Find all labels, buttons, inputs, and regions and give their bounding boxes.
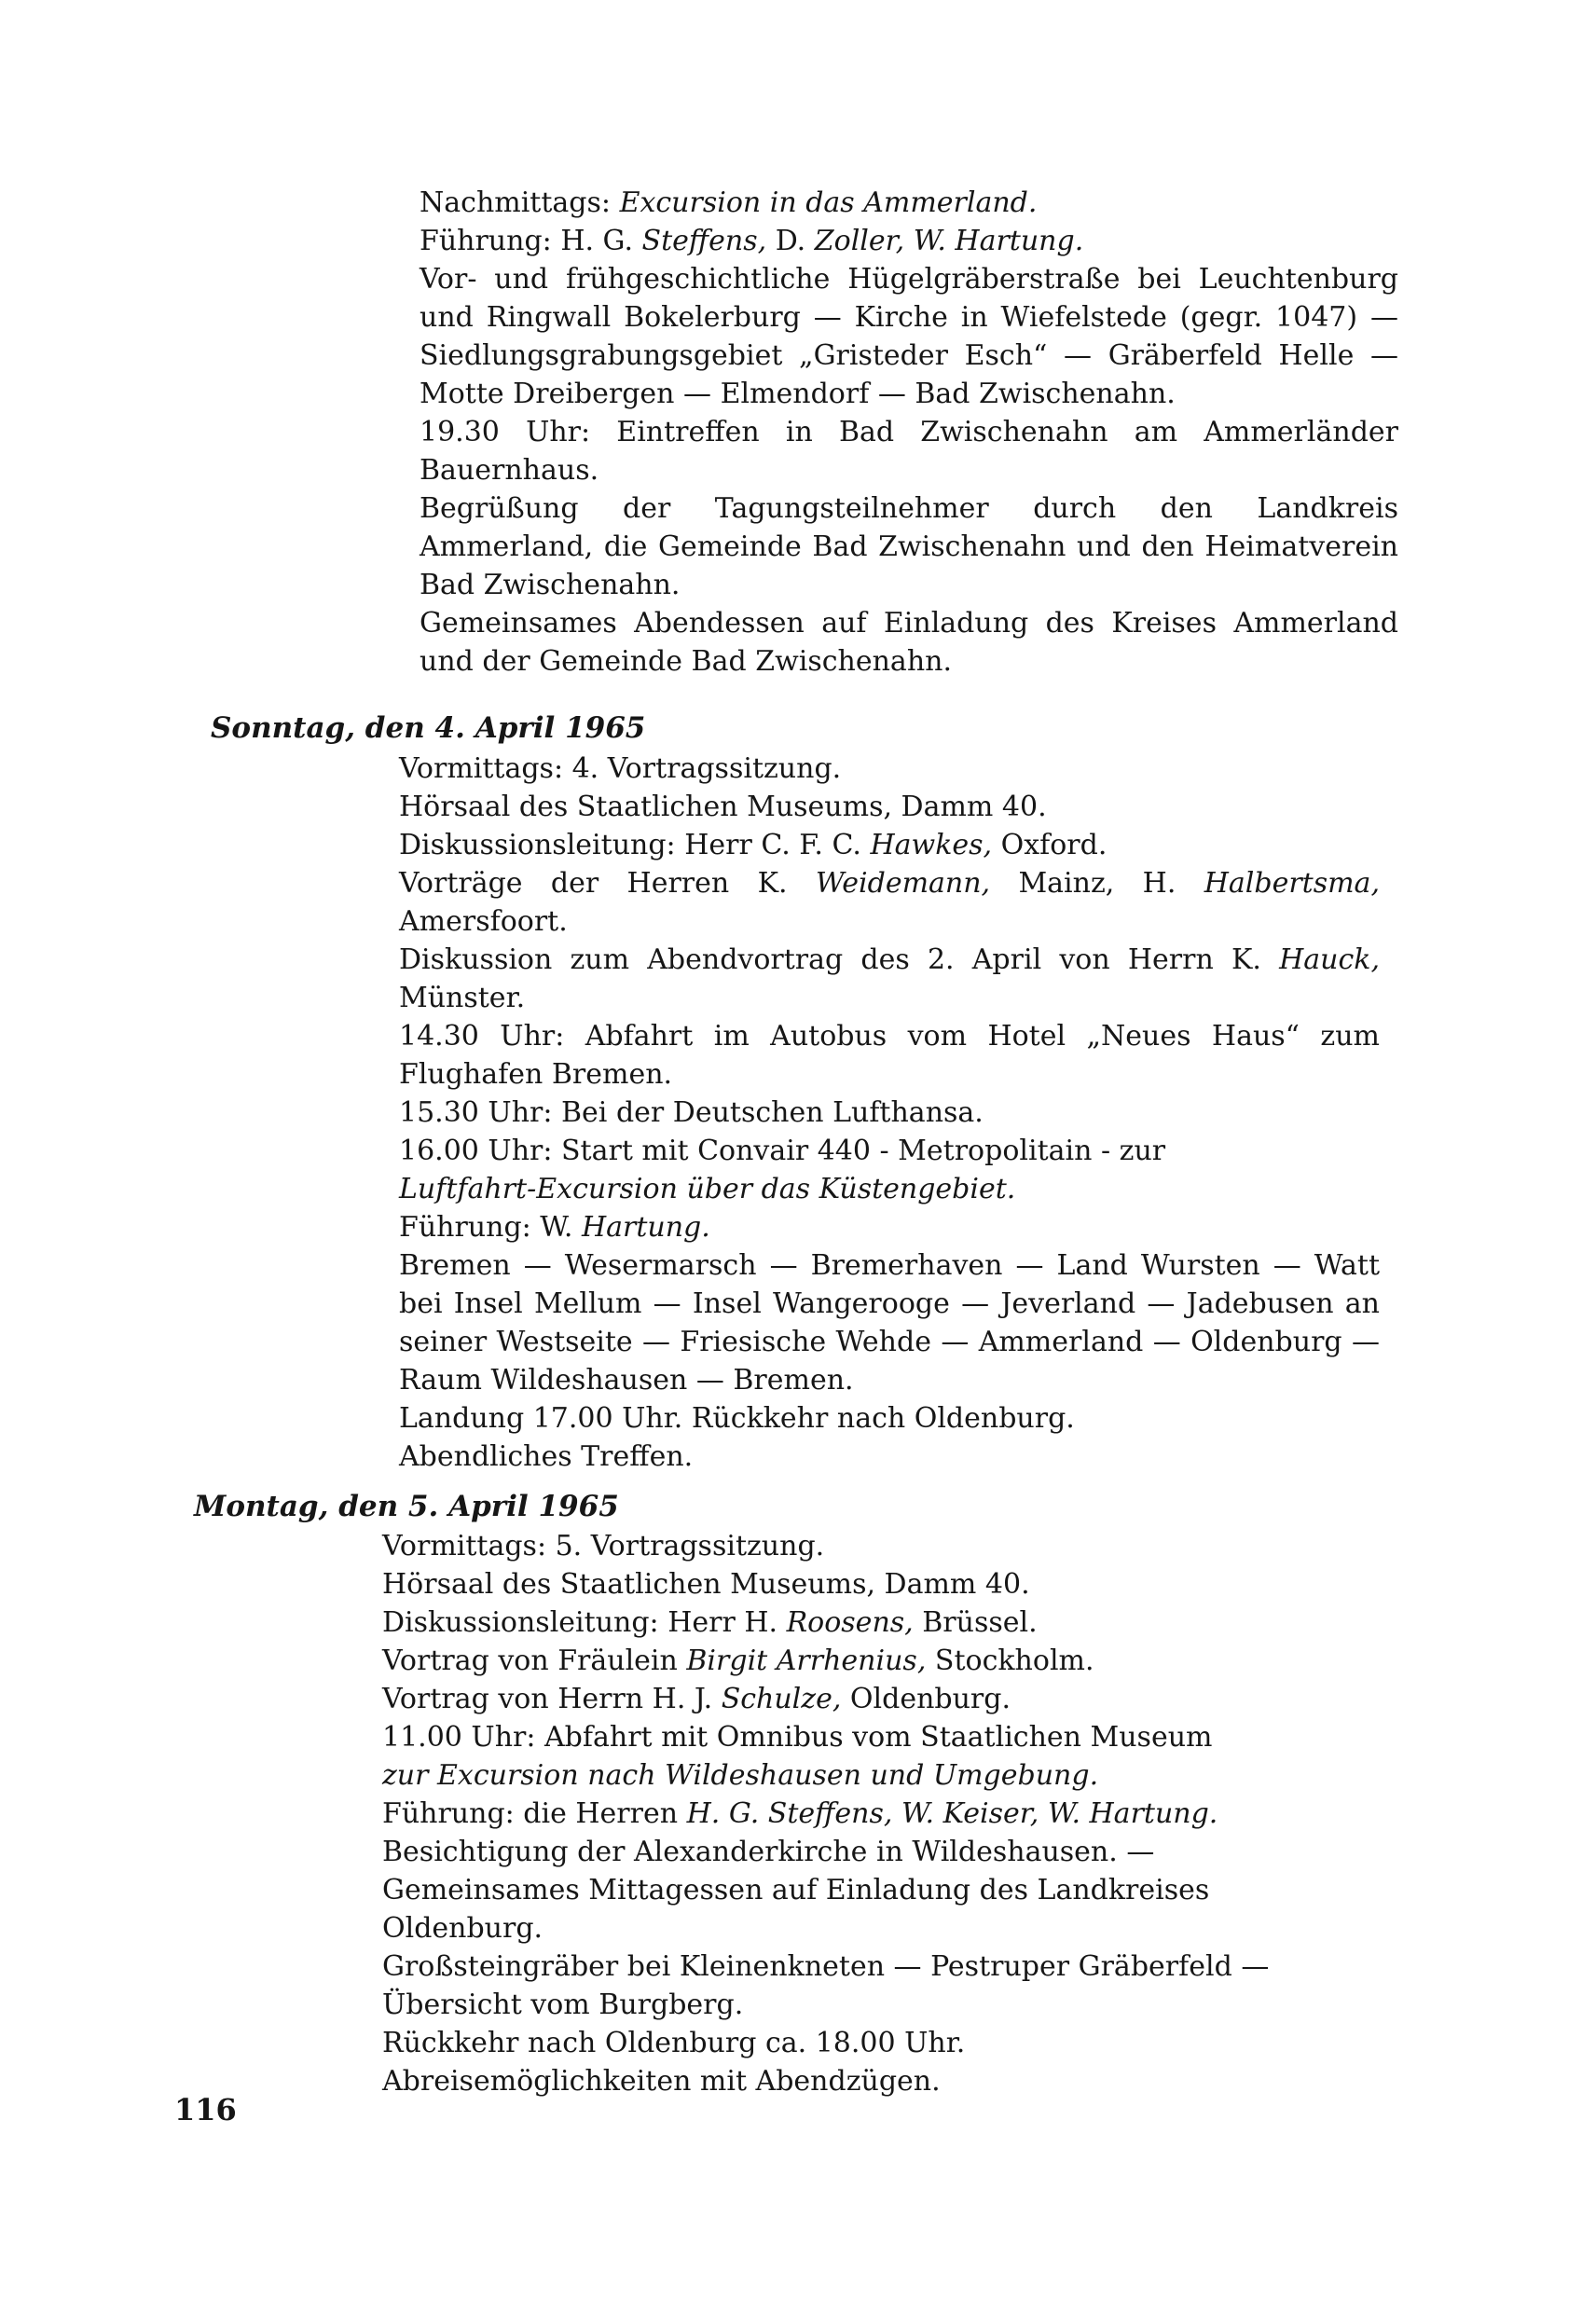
fuehrung-line — [420, 222, 1398, 260]
vortraege-text: Vorträge der Herren K. — [399, 867, 788, 900]
fuehrung-names: H. G. Steffens, W. Keiser, W. Hartung. — [686, 1797, 1218, 1830]
monday-abfahrt: 11.00 Uhr: Abfahrt mit Omnibus vom Staatlichen Museum — [382, 1721, 1213, 1754]
vortrag-city: Stockholm. — [934, 1645, 1094, 1677]
diskussion-city: Münster. — [399, 982, 526, 1014]
sunday-treffen: Abendliches Treffen. — [399, 1440, 694, 1473]
section-sunday — [399, 750, 1380, 1476]
sunday-route: Bremen — Wesermarsch — Bremerhaven — Land Wursten — Watt bei Insel Mellum — Insel Wangerooge — Jeverland — Jadebusen an seiner Westseite — Friesische Wehde — Ammerland — Oldenburg — Raum Wildeshausen — Bremen. — [399, 1249, 1380, 1397]
section-ammerland — [420, 184, 1398, 681]
monday-besichtigung: Besichtigung der Alexanderkirche in Wildeshausen. — — [382, 1836, 1155, 1868]
sunday-diskussion — [399, 941, 1380, 1017]
sunday-vortraege — [399, 864, 1380, 941]
vortrag-name: Birgit Arrhenius, — [686, 1645, 927, 1677]
vortraege-city-1: Mainz, H. — [1018, 867, 1176, 900]
route-paragraph: Vor- und frühgeschichtliche Hügelgräberstraße bei Leuchtenburg und Ringwall Bokelerburg — Kirche in Wiefelstede (gegr. 1047) — Siedlungsgrabungsgebiet „Gristeder Esch“ — Gräberfeld Helle — Motte Dreibergen — Elmendorf — Bad Zwischenahn. — [420, 263, 1398, 410]
greeting-paragraph: Begrüßung der Tagungsteilnehmer durch den Landkreis Ammerland, die Gemeinde Bad Zwischenahn und den Heimatverein Bad Zwischenahn. — [420, 492, 1398, 601]
diskussion-text: Diskussion zum Abendvortrag des 2. April von Herrn K. — [399, 943, 1261, 976]
monday-abreise: Abreisemöglichkeiten mit Abendzügen. — [382, 2065, 941, 2098]
vortrag-city: Oldenburg. — [849, 1683, 1011, 1715]
sunday-landung: Landung 17.00 Uhr. Rückkehr nach Oldenburg. — [399, 1402, 1075, 1435]
section-monday — [382, 1527, 1370, 2100]
sunday-heading-block — [211, 709, 645, 748]
monday-rueckkehr: Rückkehr nach Oldenburg ca. 18.00 Uhr. — [382, 2027, 966, 2059]
luftfahrt-title: Luftfahrt-Excursion über das Küstengebiet. — [399, 1173, 1016, 1205]
monday-leitung — [382, 1603, 1370, 1642]
sunday-abfahrt: 14.30 Uhr: Abfahrt im Autobus vom Hotel „Neues Haus“ zum Flughafen Bremen. — [399, 1020, 1380, 1091]
fuehrung-label: Führung: W. — [399, 1211, 573, 1244]
monday-vortrag-2 — [382, 1680, 1370, 1718]
sunday-vormittags: Vormittags: 4. Vortragssitzung. — [399, 752, 842, 785]
fuehrung-label: Führung: — [420, 225, 552, 257]
sunday-heading: Sonntag, den 4. April 1965 — [211, 711, 646, 745]
sunday-luftfahrt — [399, 1170, 1380, 1208]
leitung-text: Diskussionsleitung: Herr H. — [382, 1606, 778, 1639]
vortraege-city-2: Amersfoort. — [399, 905, 568, 938]
nachmittags-line — [420, 184, 1398, 222]
fuehrung-initial-d: D. — [775, 225, 806, 257]
fuehrung-initials: H. G. — [560, 225, 633, 257]
page-number: 116 — [174, 2092, 237, 2127]
leitung-city: Brüssel. — [922, 1606, 1038, 1639]
arrival-paragraph: 19.30 Uhr: Eintreffen in Bad Zwischenahn am Ammerländer Bauernhaus. — [420, 416, 1398, 487]
fuehrung-label: Führung: die Herren — [382, 1797, 679, 1830]
monday-mittagessen: Gemeinsames Mittagessen auf Einladung des Landkreises Oldenburg. — [382, 1874, 1210, 1945]
monday-heading: Montag, den 5. April 1965 — [194, 1490, 619, 1523]
leitung-text: Diskussionsleitung: Herr C. F. C. — [399, 829, 861, 861]
leitung-name: Roosens, — [786, 1606, 914, 1639]
sunday-lufthansa: 15.30 Uhr: Bei der Deutschen Lufthansa. — [399, 1096, 984, 1129]
monday-grabsteine: Großsteingräber bei Kleinenkneten — Pestruper Gräberfeld — — [382, 1950, 1270, 1983]
sunday-leitung — [399, 826, 1380, 864]
monday-uebersicht: Übersicht vom Burgberg. — [382, 1989, 744, 2021]
excursion-title: zur Excursion nach Wildeshausen und Umgebung. — [382, 1759, 1099, 1792]
excursion-title: Excursion in das Ammerland. — [619, 186, 1038, 219]
vortraege-name-1: Weidemann, — [815, 867, 991, 900]
monday-hoersaal: Hörsaal des Staatlichen Museums, Damm 40. — [382, 1568, 1030, 1601]
fuehrung-name-steffens: Steffens, — [641, 225, 767, 257]
dinner-paragraph: Gemeinsames Abendessen auf Einladung des Kreises Ammerland und der Gemeinde Bad Zwischenahn. — [420, 607, 1398, 678]
vortrag-text: Vortrag von Herrn H. J. — [382, 1683, 713, 1715]
monday-vormittags: Vormittags: 5. Vortragssitzung. — [382, 1530, 825, 1562]
vortrag-name: Schulze, — [721, 1683, 842, 1715]
sunday-fuehrung — [399, 1208, 1380, 1246]
monday-excursion — [382, 1756, 1370, 1795]
monday-fuehrung — [382, 1795, 1370, 1833]
fuehrung-names-rest: Zoller, W. Hartung. — [814, 225, 1084, 257]
fuehrung-name: Hartung. — [581, 1211, 710, 1244]
sunday-hoersaal: Hörsaal des Staatlichen Museums, Damm 40. — [399, 791, 1047, 823]
leitung-name: Hawkes, — [870, 829, 993, 861]
sunday-start: 16.00 Uhr: Start mit Convair 440 - Metropolitain - zur — [399, 1135, 1166, 1167]
diskussion-name: Hauck, — [1279, 943, 1380, 976]
vortrag-text: Vortrag von Fräulein — [382, 1645, 678, 1677]
leitung-city: Oxford. — [1000, 829, 1108, 861]
vortraege-name-2: Halbertsma, — [1204, 867, 1380, 900]
monday-vortrag-1 — [382, 1642, 1370, 1680]
nachmittags-label: Nachmittags: — [420, 186, 612, 219]
monday-heading-block — [194, 1488, 619, 1526]
